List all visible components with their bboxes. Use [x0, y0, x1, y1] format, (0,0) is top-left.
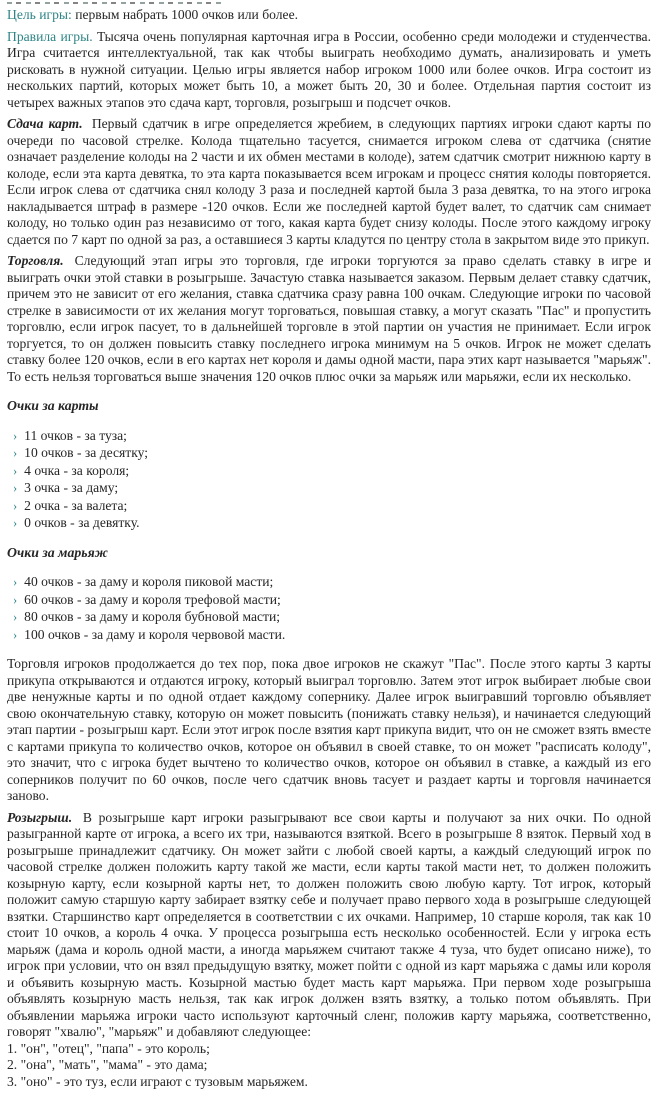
- slang-item: 3. "оно" - это туз, если играют с тузовым марьяжем.: [7, 1073, 308, 1089]
- rules-paragraph: [7, 29, 651, 112]
- rules-text: Тысяча очень популярная карточная игра в России, особенно среди молодежи и студенчества. Игра считается интеллектуальной, так как чтобы выиграть необходимо думать, анализировать и уметь рисковать в нужной ситуации. Целью игры является набор игроком 1000 или более очков. Игра состоит из нескольких партий, которых может быть 10, а может быть 20, 30 и более. Отдельная партия состоит из четырех важных этапов это сдача карт, торговля, розыгрыш и подсчет очков.: [7, 28, 651, 110]
- list-item: [13, 463, 651, 480]
- cropped-text-remnant: [7, 2, 223, 4]
- angle-bullet-icon: ›: [13, 592, 18, 607]
- playoff-paragraph: [7, 810, 651, 1041]
- slang-list: [7, 1041, 651, 1091]
- list-item-text: 60 очков - за даму и короля трефовой масти;: [24, 591, 281, 607]
- goal-text: первым набрать 1000 очков или более.: [75, 7, 299, 22]
- list-item-text: 100 очков - за даму и короля червовой масти.: [24, 626, 286, 642]
- list-item: [13, 480, 651, 497]
- slang-item: 1. "он", "отец", "папа" - это король;: [7, 1040, 210, 1056]
- list-item-text: 3 очка - за даму;: [24, 480, 119, 495]
- list-item: [13, 609, 651, 626]
- list-item: [13, 428, 651, 445]
- list-item: [13, 592, 651, 609]
- list-item-text: 10 очков - за десятку;: [24, 445, 149, 460]
- cropped-line-fragment: [7, 1, 651, 5]
- playoff-text: В розыгрыше карт игроки разыгрывают все свои карты и получают за них очки. По одной разыгранной карте от игрока, а всего их три, называются взяткой. Всего в розыгрыше 8 взяток. Первый ход в розыгрыше принадлежит сдатчику. Он может зайти с любой своей карты, а каждый следующий игрок по часовой стрелке должен положить карту такой же масти, если карты такой масти нет, то должен положить козырную карту, если козырной карты нет, то должен положить свою любую карту. Тот игрок, который положит самую старшую карту забирает взятку себе и получает право первого хода в розыгрыше следующей взятки. Старшинство карт определяется в соответствии с их очками. Например, 10 старше короля, так как 10 стоит 10 очков, а король 4 очка. У процесса розыгрыша есть несколько особенностей. Если у игрока есть марьяж (дама и король одной масти, а иногда марьяжем считают также 4 туза, что будет описано ниже), то игрок при условии, что он взял предыдущую взятку, может пойти с одной из карт марьяжа с дамы или короля и объявить козырную масть. Козырной мастью будет масть карт марьяжа. При первом ходе розыгрыша объявлять козырную масть нельзя, так как игрок должен взять взятку, а только потом объявлять. При объявлении марьяжа игроки часто используют карточный сленг, положив карту марьяжа, соответственно, говорят "хвалю", "марьяж" и добавляют следующее:: [7, 809, 651, 1039]
- playoff-heading: Розыгрыш.: [7, 809, 73, 825]
- card-points-list: [7, 428, 651, 532]
- list-item: [13, 515, 651, 532]
- list-item-text: 4 очка - за короля;: [24, 462, 130, 478]
- deal-paragraph: [7, 116, 651, 248]
- angle-bullet-icon: ›: [13, 610, 18, 624]
- goal-line: [7, 7, 651, 24]
- list-item-text: 40 очков - за даму и короля пиковой масти;: [24, 574, 274, 589]
- deal-heading: Сдача карт.: [7, 116, 83, 131]
- card-points-heading: Очки за карты: [7, 398, 99, 413]
- slang-item: 2. "она", "мать", "мама" - это дама;: [7, 1057, 208, 1072]
- list-item: [13, 574, 651, 591]
- angle-bullet-icon: ›: [13, 627, 18, 642]
- angle-bullet-icon: ›: [13, 446, 18, 460]
- marriage-points-heading: Очки за марьяж: [7, 544, 108, 560]
- trade-heading: Торговля.: [7, 253, 64, 268]
- angle-bullet-icon: ›: [13, 481, 18, 495]
- rules-link[interactable]: Правила игры.: [7, 28, 93, 44]
- goal-link[interactable]: Цель игры:: [7, 7, 72, 22]
- angle-bullet-icon: ›: [13, 498, 18, 513]
- deal-text: Первый сдатчик в игре определяется жребием, в следующих партиях игроки сдают карты по очереди по часовой стрелке. Колода тщательно тасуется, снимается игроком слева от сдатчика (снятие означает разделение колоды на 2 части и их обмен местами в колоде), затем сдатчик смотрит нижнюю карту в колоде, если эта карта девятка, то эта карта показывается всем игрокам и процесс снятия колоды повторяется. Если игрок слева от сдатчика снял колоду 3 раза и последней картой была 3 раза девятка, то на этого игрока накладывается штраф в размере -120 очков. Если же последней картой будет валет, то сдатчик сам снимает колоду, но только один раз независимо от того, какая карта будет снизу колоды. После этого каждому игроку сдается по 7 карт по одной за раз, а оставшиеся 3 карты кладутся по центру стола в закрытом виде это прикуп.: [7, 116, 651, 247]
- list-item-text: 2 очка - за валета;: [24, 497, 128, 513]
- angle-bullet-icon: ›: [13, 428, 18, 443]
- angle-bullet-icon: ›: [13, 516, 18, 530]
- angle-bullet-icon: ›: [13, 463, 18, 478]
- marriage-points-list: [7, 574, 651, 643]
- trade-continuation-text: Торговля игроков продолжается до тех пор, пока двое игроков не скажут "Пас". После этого карты 3 карты прикупа открываются и отдаются игроку, который выиграл торговлю. Затем этот игрок выбирает любые свои две ненужные карты и по одной отдает каждому сопернику. Далее игрок выигравший торговлю объявляет свою окончательную ставку, которую он может повысить (понижать ставку нельзя), и начинается следующий этап партии - розыгрыш карт. Если этот игрок после взятия карт прикупа видит, что он не сможет взять вместе с картами прикупа то количество очков, которое он объявил в своей ставке, то он может "расписать колоду", это значит, что с игрока будет вычтено то количество очков, которое он объявил в ставке, а каждый из его соперников получит по 60 очков, после чего сдатчик вновь тасует и раздает карты и торговля начинается заново.: [7, 656, 651, 803]
- list-item-text: 0 очков - за девятку.: [24, 515, 140, 530]
- list-item-text: 11 очков - за туза;: [24, 427, 127, 443]
- trade-continuation-paragraph: [7, 656, 651, 805]
- angle-bullet-icon: ›: [13, 575, 18, 589]
- list-item: [13, 627, 651, 644]
- list-item: [13, 498, 651, 515]
- list-item: [13, 445, 651, 462]
- trade-paragraph: [7, 253, 651, 385]
- trade-text: Следующий этап игры это торговля, где игроки торгуются за право сделать ставку в игре и выиграть очки этой ставки в розыгрыше. Зачастую ставка называется заказом. Первым делает ставку сдатчик, причем это не зависит от его желания, ставка сдатчика сразу равна 100 очкам. Следующие игроки по часовой стрелке в зависимости от их желания могут торговаться, повышая ставку, а могут сказать "Пас" и пропустить торговлю, если игрок пасует, то в дальнейшей торговле в этой партии он участия не принимает. Если игрок торгуется, то он должен повысить ставку последнего игрока минимум на 5 очков. Игрок не может сделать ставку более 120 очков, если в его картах нет короля и дамы одной масти, пара этих карт называется "марьяж". То есть нельзя торговаться выше значения 120 очков плюс очки за марьяж или марьяжи, если их несколько.: [7, 253, 652, 384]
- list-item-text: 80 очков - за даму и короля бубновой масти;: [24, 609, 281, 624]
